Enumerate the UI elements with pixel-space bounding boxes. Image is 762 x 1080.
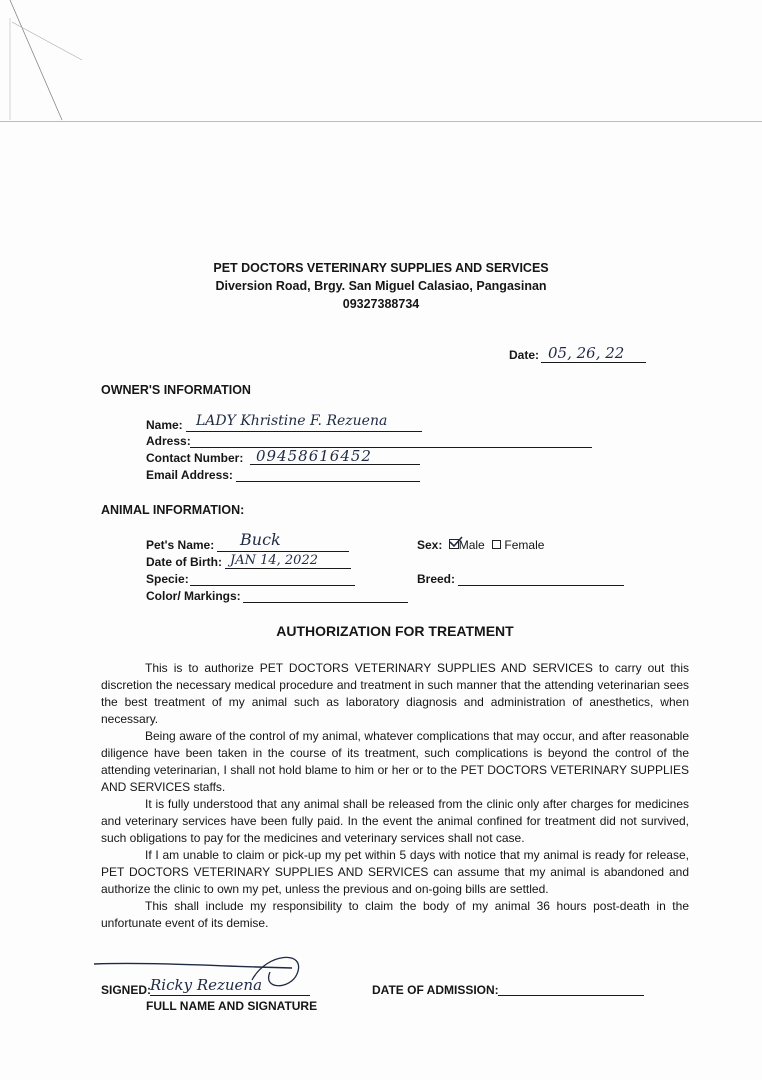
date-of-birth-line	[225, 568, 351, 569]
owner-name-line	[186, 431, 422, 432]
date-of-birth-value: JAN 14, 2022	[230, 553, 318, 568]
sex-field	[417, 538, 544, 552]
page-corner-fold-marks	[0, 0, 120, 125]
color-markings-line	[243, 602, 408, 603]
authorization-body	[101, 660, 689, 932]
signature-caption: FULL NAME AND SIGNATURE	[146, 999, 318, 1013]
female-checkbox[interactable]	[492, 540, 501, 549]
owner-address-line	[190, 447, 592, 448]
owner-address-label: Adress:	[146, 434, 191, 448]
date-of-birth-label: Date of Birth:	[146, 555, 222, 569]
pet-name-value: Buck	[240, 530, 281, 549]
authorization-title: AUTHORIZATION FOR TREATMENT	[276, 623, 514, 639]
date-of-admission-label: DATE OF ADMISSION:	[372, 983, 499, 997]
breed-label: Breed:	[417, 572, 456, 586]
pet-name-label: Pet's Name:	[146, 538, 215, 552]
pet-name-line	[217, 551, 349, 552]
date-label: Date:	[509, 348, 540, 362]
female-option-label: Female	[504, 538, 545, 552]
clinic-phone: 09327388734	[342, 297, 420, 311]
specie-line	[190, 585, 355, 586]
breed-line	[458, 585, 624, 586]
clinic-address: Diversion Road, Brgy. San Miguel Calasiao, Pangasinan	[215, 279, 547, 293]
scan-edge-line	[0, 121, 762, 122]
email-address-label: Email Address:	[146, 468, 233, 482]
color-markings-label: Color/ Markings:	[146, 589, 241, 603]
date-of-admission-line	[498, 995, 644, 996]
signed-label: SIGNED:	[101, 983, 152, 997]
email-address-line	[236, 481, 420, 482]
male-option-label: Male	[458, 538, 485, 552]
date-value: 05, 26, 22	[548, 344, 625, 362]
authorization-paragraph: This shall include my responsibility to claim the body of my animal 36 hours post-death in the unfortunate event of its demise.	[101, 899, 689, 930]
clinic-name: PET DOCTORS VETERINARY SUPPLIES AND SERVICES	[213, 261, 549, 275]
authorization-paragraph: This is to authorize PET DOCTORS VETERINARY SUPPLIES AND SERVICES to carry out this discretion the necessary medical procedure and treatment in such manner that the attending veterinarian sees the best treatment of my animal such as laboratory diagnosis and administration of anesthetics, when necessary.	[101, 661, 689, 726]
date-line	[541, 362, 646, 363]
male-checkbox[interactable]	[449, 539, 459, 549]
contact-number-label: Contact Number:	[146, 451, 244, 465]
signature-value: Ricky Rezuena	[150, 976, 263, 994]
authorization-paragraph: If I am unable to claim or pick-up my pet within 5 days with notice that my animal is ready for release, PET DOCTORS VETERINARY SUPPLIES AND SERVICES can assume that my animal is abandoned and authorize the clinic to own my pet, unless the previous and on-going bills are settled.	[101, 848, 689, 896]
contact-number-value: 09458616452	[256, 447, 372, 465]
checkmark-icon	[449, 536, 463, 548]
authorization-paragraph: It is fully understood that any animal shall be released from the clinic only after charges for medicines and veterinary services have been fully paid. In the event the animal confined for treatment did not survived, such obligations to pay for the medicines and veterinary services shall not case.	[101, 797, 689, 845]
signature-line	[150, 995, 310, 996]
authorization-paragraph: Being aware of the control of my animal, whatever complications that may occur, and after reasonable diligence have been taken in the course of its treatment, such complications is beyond the control of the attending veterinarian, I shall not hold blame to him or her or to the PET DOCTORS VETERINARY SUPPLIES AND SERVICES staffs.	[101, 729, 689, 794]
sex-label: Sex:	[417, 538, 443, 552]
animal-heading: ANIMAL INFORMATION:	[101, 503, 245, 517]
owner-name-value: LADY Khristine F. Rezuena	[196, 413, 388, 429]
specie-label: Specie:	[146, 572, 189, 586]
owner-name-label: Name:	[146, 418, 183, 432]
owner-heading: OWNER'S INFORMATION	[101, 383, 251, 397]
